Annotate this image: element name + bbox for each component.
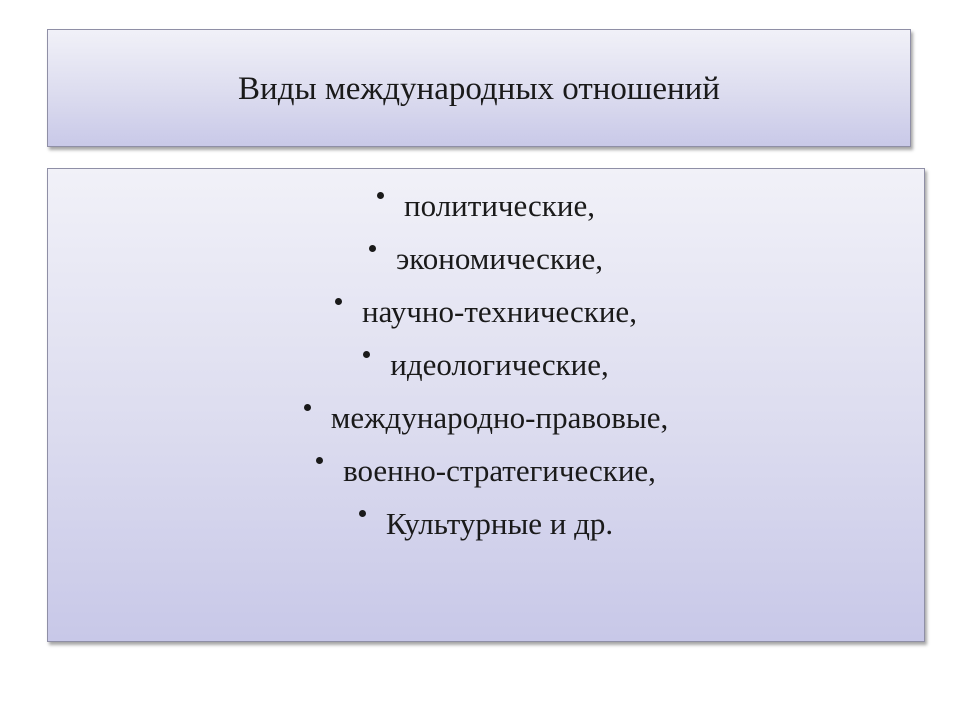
bullet-icon (335, 298, 342, 305)
list-item (48, 338, 924, 391)
bullet-icon (377, 192, 384, 199)
list-item-text: научно-технические, (362, 294, 637, 329)
list-item-text: Культурные и др. (385, 506, 614, 541)
list-item (48, 391, 924, 444)
bullet-icon (363, 351, 370, 358)
bullet-icon (359, 510, 366, 517)
bullet-list (48, 179, 924, 550)
list-item-text: международно-правовые, (330, 400, 669, 435)
title-panel (47, 29, 911, 147)
list-item (48, 497, 924, 550)
list-item (48, 232, 924, 285)
bullet-icon (369, 245, 376, 252)
content-panel (47, 168, 925, 642)
list-item-text: экономические, (395, 241, 604, 276)
bullet-icon (316, 457, 323, 464)
list-item (48, 285, 924, 338)
list-item-text: политические, (404, 188, 595, 223)
list-item (48, 179, 924, 232)
bullet-icon (304, 404, 311, 411)
slide-title: Виды международных отношений (238, 70, 720, 107)
list-item (48, 444, 924, 497)
list-item-text: идеологические, (390, 347, 609, 382)
list-item-text: военно-стратегические, (343, 453, 656, 488)
